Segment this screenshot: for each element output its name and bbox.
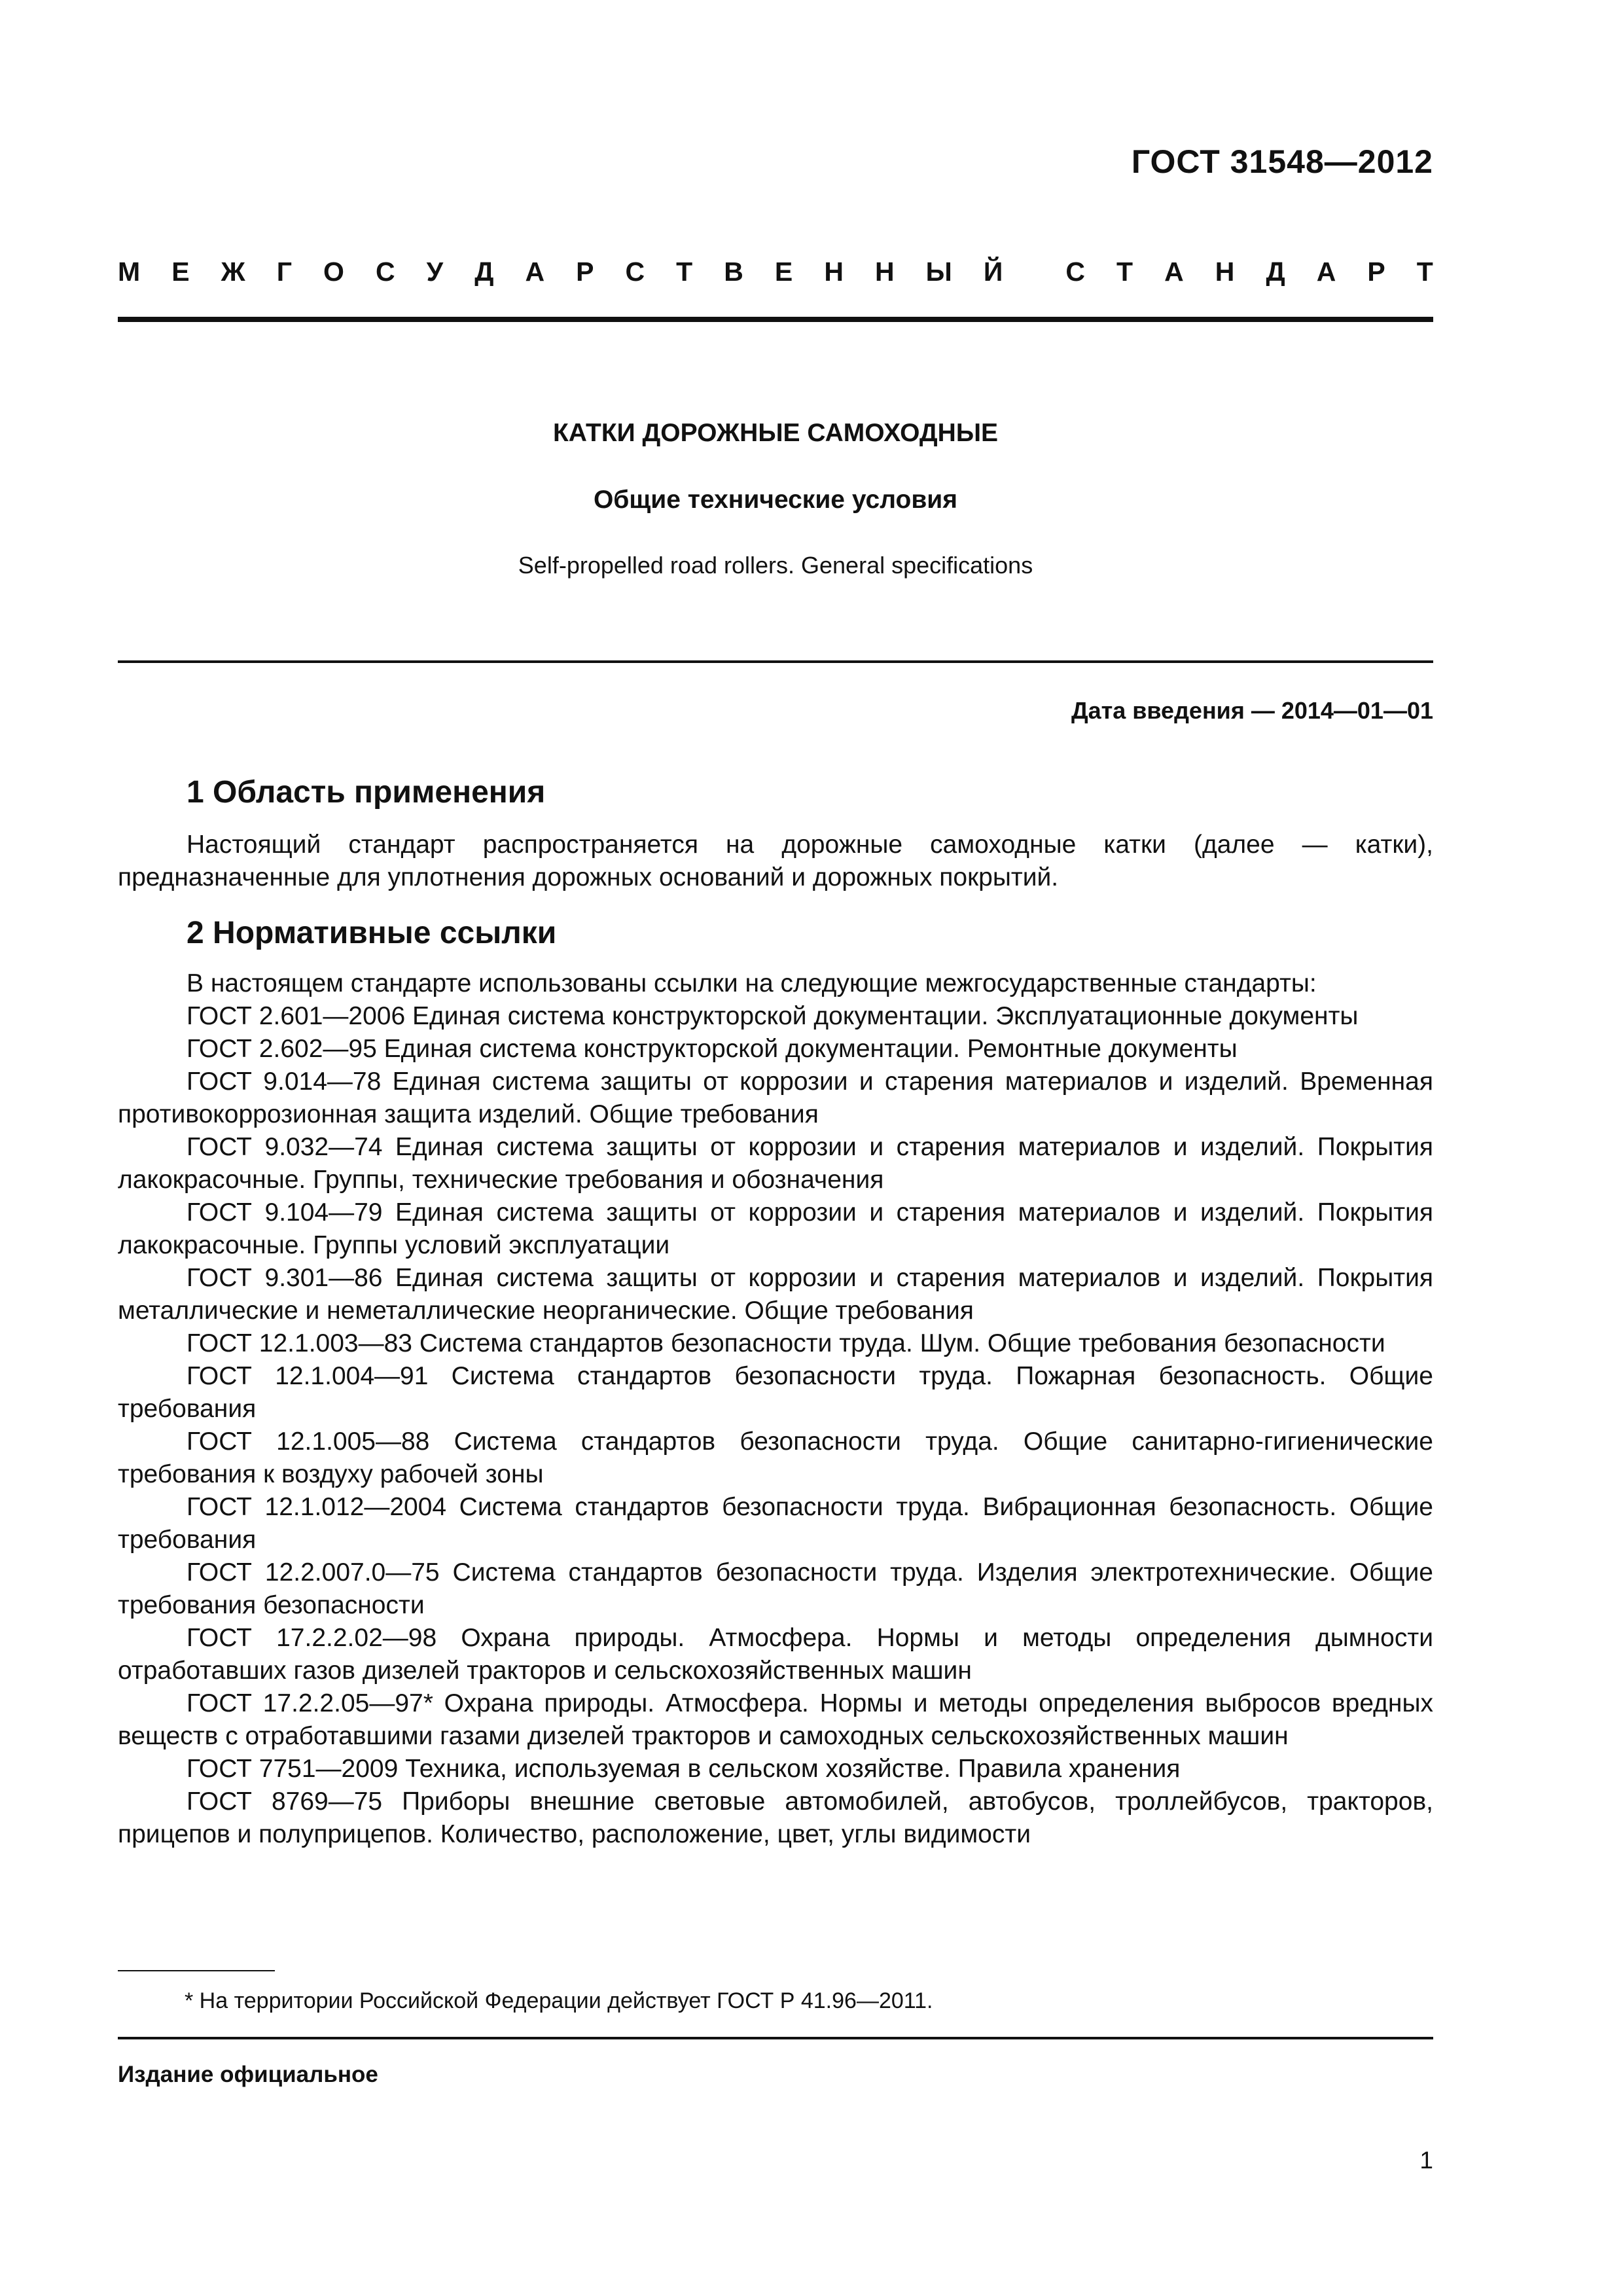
document-title: КАТКИ ДОРОЖНЫЕ САМОХОДНЫЕ [552, 419, 999, 447]
reference-item: ГОСТ 12.1.004—91 Система стандартов безопасности труда. Пожарная безопасность. Общие требования [118, 1362, 1433, 1423]
banner-letter: А [1164, 257, 1184, 287]
document-title-english: Self-propelled road rollers. General specifications [518, 552, 1033, 579]
header-rule [118, 317, 1433, 322]
banner-letter: У [426, 257, 444, 287]
section-1-paragraph: Настоящий стандарт распространяется на дорожные самоходные катки (далее — катки), предназначенные для уплотнения дорожных оснований и дорожных покрытий. [118, 831, 1433, 891]
introduction-date: Дата введения — 2014—01—01 [1071, 697, 1433, 724]
banner-letter: С [375, 257, 395, 287]
banner-letter: В [724, 257, 743, 287]
banner-letter: Г [276, 257, 292, 287]
standard-banner [118, 257, 1433, 287]
banner-letter: Е [774, 257, 793, 287]
banner-letter: А [1316, 257, 1336, 287]
banner-letter: Й [983, 257, 1003, 287]
title-rule [118, 660, 1433, 663]
document-number: ГОСТ 31548—2012 [1131, 143, 1433, 180]
banner-letter: Т [1116, 257, 1133, 287]
reference-item: ГОСТ 9.032—74 Единая система защиты от коррозии и старения материалов и изделий. Покрытия лакокрасочные. Группы, технические требования и обозначения [118, 1133, 1433, 1194]
reference-item: ГОСТ 17.2.2.05—97* Охрана природы. Атмосфера. Нормы и методы определения выбросов вредных веществ с отработавшими газами дизелей тракторов и самоходных сельскохозяйственных машин [118, 1689, 1433, 1750]
banner-letter: Р [576, 257, 594, 287]
reference-item: ГОСТ 9.301—86 Единая система защиты от коррозии и старения материалов и изделий. Покрытия металлические и неметаллические неорганические. Общие требования [118, 1264, 1433, 1325]
section-1-heading: 1 Область применения [187, 775, 546, 810]
banner-letter: М [118, 257, 141, 287]
section-2-heading: 2 Нормативные ссылки [187, 916, 557, 950]
banner-letter: Е [171, 257, 190, 287]
reference-item: ГОСТ 12.2.007.0—75 Система стандартов безопасности труда. Изделия электротехнические. Общие требования безопасности [118, 1558, 1433, 1619]
footnote-rule [118, 1970, 275, 1971]
reference-item: ГОСТ 12.1.012—2004 Система стандартов безопасности труда. Вибрационная безопасность. Общие требования [118, 1493, 1433, 1554]
document-subtitle: Общие технические условия [593, 486, 958, 514]
banner-letter: Т [676, 257, 693, 287]
references-intro: В настоящем стандарте использованы ссылки на следующие межгосударственные стандарты: [187, 969, 1317, 997]
footnote: * На территории Российской Федерации действует ГОСТ Р 41.96—2011. [185, 1988, 933, 2013]
section-2-body [118, 967, 1433, 1851]
reference-item: ГОСТ 2.602—95 Единая система конструкторской документации. Ремонтные документы [187, 1035, 1238, 1063]
banner-letter: С [625, 257, 645, 287]
reference-item: ГОСТ 7751—2009 Техника, используемая в сельском хозяйстве. Правила хранения [187, 1755, 1181, 1783]
banner-letter: Д [474, 257, 494, 287]
banner-letter: О [323, 257, 344, 287]
reference-item: ГОСТ 17.2.2.02—98 Охрана природы. Атмосфера. Нормы и методы определения дымности отработавших газов дизелей тракторов и сельскохозяйственных машин [118, 1624, 1433, 1685]
reference-item: ГОСТ 8769—75 Приборы внешние световые автомобилей, автобусов, троллейбусов, тракторов, прицепов и полуприцепов. Количество, расположение, цвет, углы видимости [118, 1787, 1433, 1848]
banner-letter: Ж [221, 257, 245, 287]
reference-item: ГОСТ 2.601—2006 Единая система конструкторской документации. Эксплуатационные документы [187, 1002, 1359, 1030]
banner-letter: Ы [925, 257, 952, 287]
reference-item: ГОСТ 12.1.005—88 Система стандартов безопасности труда. Общие санитарно-гигиенические требования к воздуху рабочей зоны [118, 1427, 1433, 1488]
banner-letter: Н [1215, 257, 1235, 287]
banner-letter: Р [1367, 257, 1385, 287]
banner-letter: С [1065, 257, 1085, 287]
banner-letter: Н [824, 257, 844, 287]
reference-item: ГОСТ 9.014—78 Единая система защиты от коррозии и старения материалов и изделий. Временная противокоррозионная защита изделий. Общие требования [118, 1067, 1433, 1128]
banner-letter: Т [1416, 257, 1433, 287]
edition-label: Издание официальное [118, 2062, 378, 2087]
page-number: 1 [1419, 2147, 1433, 2174]
footer-rule [118, 2037, 1433, 2039]
banner-letter: Н [874, 257, 895, 287]
banner-letter: Д [1266, 257, 1285, 287]
reference-item: ГОСТ 9.104—79 Единая система защиты от коррозии и старения материалов и изделий. Покрытия лакокрасочные. Группы условий эксплуатации [118, 1198, 1433, 1259]
banner-letter: А [525, 257, 545, 287]
section-1-body [118, 829, 1433, 894]
reference-item: ГОСТ 12.1.003—83 Система стандартов безопасности труда. Шум. Общие требования безопасности [187, 1329, 1385, 1357]
